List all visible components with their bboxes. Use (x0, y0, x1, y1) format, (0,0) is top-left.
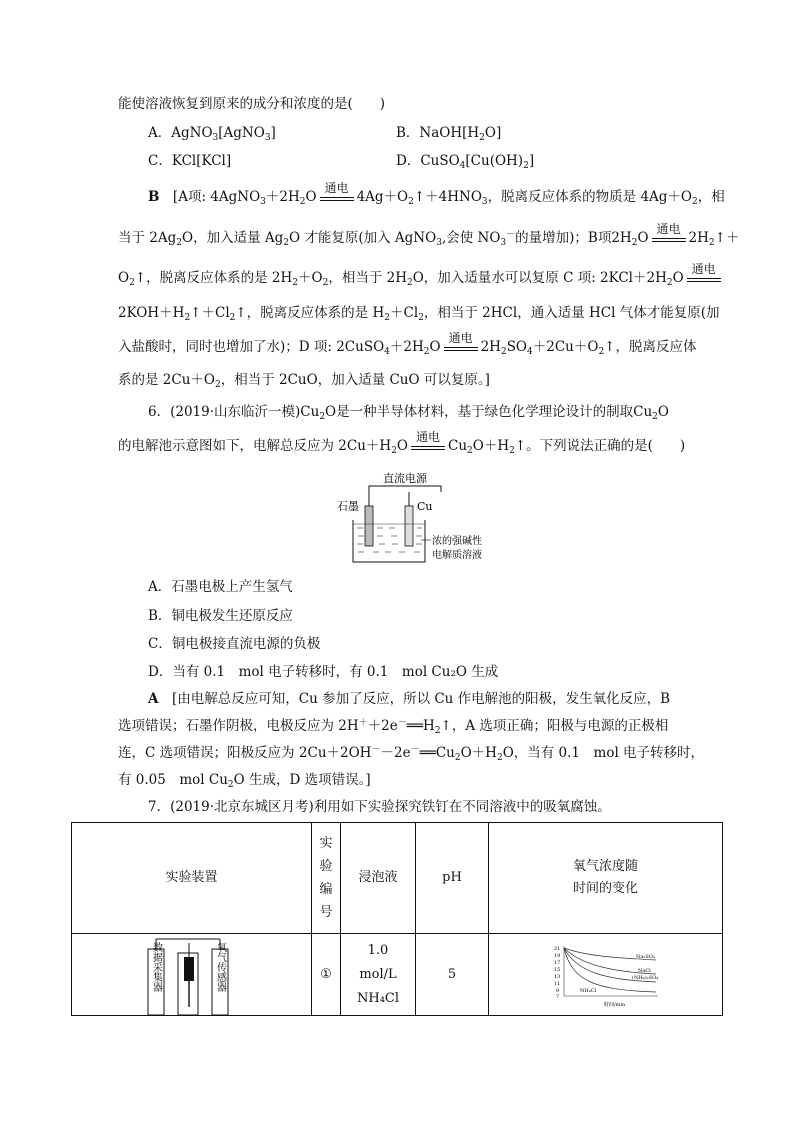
beaker (353, 520, 425, 562)
q6-explanation-line-4: 有 0.05 mol $Cu_2O$ 生成，D 选项错误。] (118, 772, 371, 790)
ph-value: 5 (416, 934, 489, 1016)
experiment-table (71, 822, 723, 1016)
data-collector-label: 数据采集器 (150, 941, 161, 992)
device-figure-cell (72, 934, 312, 1016)
header-ph: pH (416, 823, 489, 934)
prev-explanation-line-2: 当于 $2Ag_2O$，加入适量 $Ag_2O$ 才能复原(加入 AgNO$_3$,会使 $NO_3^-$的量增加)；B项$2H_2O$ 通电 $2H_2↑+$ (118, 222, 740, 248)
prev-option-b: B．$NaOH[H_2O]$ (396, 125, 502, 143)
wire-top (369, 486, 441, 492)
prev-option-c: C．KCl[KCl] (148, 153, 232, 169)
prev-question-stem: 能使溶液恢复到原来的成分和浓度的是( ) (118, 96, 386, 112)
legend-nacl: NaCl (637, 967, 651, 974)
solution-label-2: 电解质溶液 (432, 550, 482, 561)
x-axis-label: 时间/min (603, 1001, 625, 1008)
y-tick-11: 11 (553, 980, 560, 987)
legend-nh4cl: NH₄Cl (579, 987, 596, 994)
electrolysis-arrow: 通电 (687, 272, 721, 282)
y-tick-13: 13 (553, 973, 560, 980)
electrolysis-arrow: 通电 (411, 440, 445, 450)
q6-explanation-line-2: 选项错误；石墨作阴极，电极反应为 $2H^++2e^-══H_2↑$，A 选项正确；阳极与电源的正极相 (118, 718, 669, 736)
prev-option-d: D．$CuSO_4[Cu(OH)_2]$ (396, 153, 535, 171)
o2-mini-chart (546, 942, 666, 1008)
electrolysis-arrow: 通电 (320, 191, 354, 201)
exp-number: ① (312, 934, 341, 1016)
prev-option-a: A．AgNO$_3$[AgNO$_3$] (148, 125, 276, 143)
q6-explanation-line-3: 连，C 选项错误；阳极反应为 $2Cu+2OH^--2e^-══Cu_2O+H_2O$，当有 0.1 mol 电子转移时， (118, 745, 705, 763)
prev-explanation-line-1: B [A项: $4AgNO_3+2H_2O$ 通电 $4Ag+O_2↑+4HNO_3$，脱离反应体系的物质是 $4Ag+O_2$，相 (148, 181, 725, 207)
y-tick-19: 19 (553, 952, 560, 959)
power-source-label: 直流电源 (383, 472, 427, 485)
electrolysis-arrow: 通电 (444, 341, 478, 351)
solution-value: 1.0 mol/L NH₄Cl (341, 934, 416, 1016)
y-tick-7: 7 (555, 993, 559, 1000)
prev-explanation-line-5: 入盐酸时，同时也增加了水)；D 项: $2CuSO_4+2H_2O$ 通电 $2H_2SO_4+2Cu+O_2↑$，脱离反应体 (118, 331, 697, 357)
table-row (72, 934, 723, 1016)
header-o2-change: 氧气浓度随 时间的变化 (489, 823, 723, 934)
q6-option-d: D．当有 0.1 mol 电子转移时，有 0.1 mol Cu₂O 生成 (148, 664, 499, 680)
prev-answer-letter: B (148, 189, 160, 205)
electrolysis-arrow: 通电 (652, 232, 686, 242)
q6-explanation-line-1: A [由电解总反应可知，Cu 参加了反应，所以 Cu 作电解池的阳极，发生氧化反应，B (148, 691, 671, 707)
y-tick-17: 17 (553, 959, 560, 966)
prev-explanation-line-6: 系的是 $2Cu+O_2$，相当于 2CuO，加入适量 CuO 可以复原。] (118, 372, 490, 390)
table-header-row (72, 823, 723, 934)
prev-explanation-line-4: $2KOH+H_2↑+Cl_2↑$，脱离反应体系的是 $H_2+Cl_2$，相当于 2HCl，通入适量 HCl 气体才能复原(加 (118, 305, 720, 323)
y-tick-21: 21 (553, 945, 560, 952)
y-tick-9: 9 (555, 987, 559, 994)
header-exp-number: 实 验 编 号 (312, 823, 341, 934)
q6-option-a: A．石墨电极上产生氢气 (148, 579, 293, 595)
header-device: 实验装置 (72, 823, 312, 934)
header-solution: 浸泡液 (341, 823, 416, 934)
q6-answer-letter: A (148, 691, 159, 707)
q6-option-c: C．铜电极接直流电源的负极 (148, 636, 321, 652)
prev-explanation-line-3: $O_2↑$，脱离反应体系的是 $2H_2+O_2$，相当于 $2H_2O$，加入适量水可以复原 C 项: $2KCl+2H_2O$ 通电 (118, 268, 724, 288)
copper-electrode (405, 506, 413, 546)
solution-label-1: 浓的强碱性 (432, 536, 482, 547)
q6-stem-line-1: 6．(2019·山东临沂一模)$Cu_2O$是一种半导体材料，基于绿色化学理论设计的制取$Cu_2O$ (148, 404, 669, 422)
o2-chart-cell (489, 934, 723, 1016)
oxygen-sensor-label: 氧气传感器 (214, 941, 225, 992)
cu-label: Cu (417, 500, 433, 513)
q6-option-b: B．铜电极发生还原反应 (148, 608, 293, 624)
graphite-label: 石墨 (337, 500, 359, 513)
sensor-apparatus-figure (142, 935, 242, 1015)
q6-stem-line-2: 的电解池示意图如下，电解总反应为 $2Cu+H_2O$ 通电 $Cu_2O+H_2↑$。下列说法正确的是( ) (118, 430, 686, 456)
legend-na2so4: Na₂SO₄ (635, 953, 655, 960)
y-tick-15: 15 (553, 966, 560, 973)
graphite-electrode (365, 506, 373, 546)
electrolysis-cell-figure (325, 466, 505, 570)
q7-stem: 7．(2019·北京东城区月考)利用如下实验探究铁钉在不同溶液中的吸氧腐蚀。 (148, 799, 611, 815)
legend-nh4-2so4: (NH₄)₂SO₄ (631, 974, 658, 981)
